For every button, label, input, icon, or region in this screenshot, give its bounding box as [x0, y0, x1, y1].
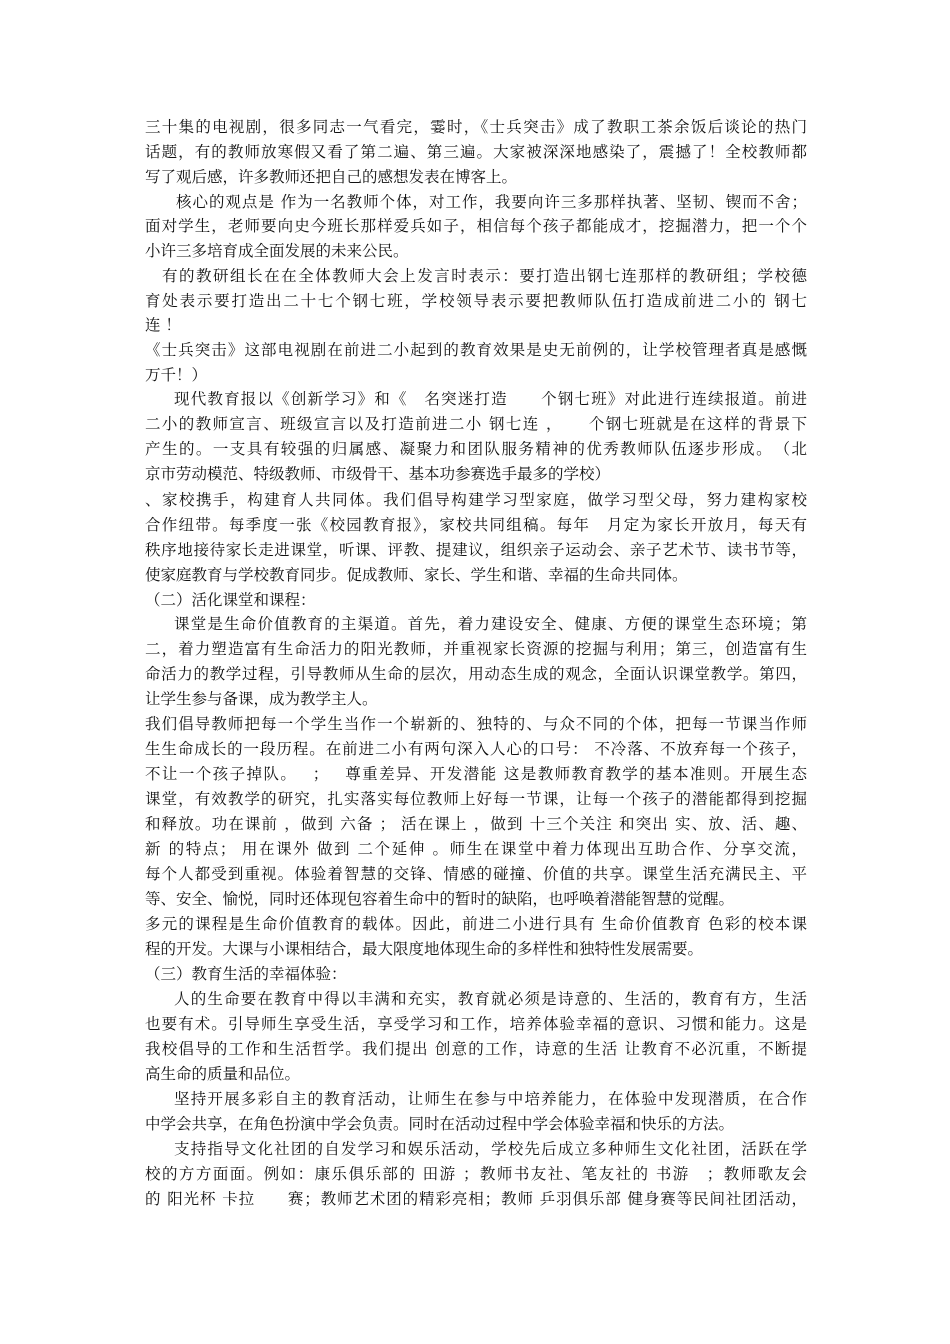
text-line: 话题，有的教师放寒假又看了第二遍、第三遍。大家被深深地感染了，震撼了！全校教师都: [145, 143, 807, 161]
text-line: 人的生命要在教育中得以丰满和充实，教育就必须是诗意的、生活的，教育有方，生活: [174, 990, 807, 1008]
text-line: 每个人都受到重视。体验着智慧的交锋、情感的碰撞、价值的共享。课堂生活充满民主、平: [145, 865, 807, 883]
text-line: 课堂，有效教学的研究，扎实落实每位教师上好每一节课，让每一个孩子的潜能都得到挖掘: [145, 790, 807, 808]
text-line: 中学会共享，在角色扮演中学会负责。同时在活动过程中学会体验幸福和快乐的方法。: [145, 1115, 735, 1133]
text-line: 和释放。功在课前 ，做到 六备 ； 活在课上 ，做到 十三个关注 和突出 实、放、活、趣、: [145, 815, 807, 833]
text-line: 、家校携手，构建育人共同体。我们倡导构建学习型家庭，做学习型父母，努力建构家校: [145, 491, 807, 509]
text-line: 育处表示要打造出二十七个钢七班，学校领导表示要把教师队伍打造成前进二小的 钢七: [145, 292, 807, 310]
text-line: 新 的特点； 用在课外 做到 二个延伸 。师生在课堂中着力体现出互助合作、分享交流，: [145, 840, 807, 858]
text-line: 让学生参与备课，成为教学主人。: [145, 690, 378, 708]
text-line: 高生命的质量和品位。: [145, 1065, 301, 1083]
text-line: 万千！）: [145, 366, 208, 384]
text-line: 京市劳动模范、特级教师、市级骨干、基本功参赛选手最多的学校）: [145, 465, 611, 483]
text-line: 生生命成长的一段历程。在前进二小有两句深入人心的口号： 不冷落、不放弃每一个孩子，: [145, 740, 807, 758]
section-heading: （二）活化课堂和课程：: [145, 591, 316, 609]
text-line: 坚持开展多彩自主的教育活动，让师生在参与中培养能力，在体验中发现潜质，在合作: [174, 1090, 807, 1108]
text-line: 课堂是生命价值教育的主渠道。首先，着力建设安全、健康、方便的课堂生态环境；第: [174, 615, 807, 633]
text-line: 秩序地接待家长走进课堂，听课、评教、提建议，组织亲子运动会、亲子艺术节、读书节等，: [145, 541, 807, 559]
text-line: 连 ！: [145, 316, 181, 334]
text-line: 使家庭教育与学校教育同步。促成教师、家长、学生和谐、幸福的生命共同体。: [145, 566, 688, 584]
text-line: 小许三多培育成全面发展的未来公民。: [145, 242, 409, 260]
text-line: 二，着力塑造富有生命活力的阳光教师，并重视家长资源的挖掘与利用；第三，创造富有生: [145, 640, 807, 658]
text-line: 《士兵突击》这部电视剧在前进二小起到的教育效果是史无前例的，让学校管理者真是感慨: [145, 341, 807, 359]
text-line: 程的开发。大课与小课相结合，最大限度地体现生命的多样性和独特性发展需要。: [145, 940, 704, 958]
text-line: 合作纽带。每季度一张《校园教育报》，家校共同组稿。每年 月定为家长开放月，每天有: [145, 516, 807, 534]
text-line: 不让一个孩子掉队。 ； 尊重差异、开发潜能 这是教师教育教学的基本准则。开展生态: [145, 765, 807, 783]
text-line: 写了观后感，许多教师还把自己的感想发表在博客上。: [145, 168, 518, 186]
section-heading: （三）教育生活的幸福体验：: [145, 965, 347, 983]
text-line: 校的方方面面。例如：康乐俱乐部的 田游 ；教师书友社、笔友社的 书游 ；教师歌友会: [145, 1165, 807, 1183]
text-line: 也要有术。引导师生享受生活，享受学习和工作，培养体验幸福的意识、习惯和能力。这是: [145, 1015, 807, 1033]
text-line: 多元的课程是生命价值教育的载体。因此，前进二小进行具有 生命价值教育 色彩的校本课: [145, 915, 807, 933]
text-line: 命活力的教学过程，引导教师从生命的层次，用动态生成的观念，全面认识课堂教学。第四，: [145, 665, 807, 683]
text-line: 核心的观点是 作为一名教师个体，对工作，我要向许三多那样执著、坚韧、锲而不舍；: [176, 193, 807, 211]
text-line: 我校倡导的工作和生活哲学。我们提出 创意的工作，诗意的生活 让教育不必沉重，不断提: [145, 1040, 807, 1058]
text-line: 产生的。一支具有较强的归属感、凝聚力和团队服务精神的优秀教师队伍逐步形成。 （北: [145, 440, 807, 458]
text-line: 有的教研组长在在全体教师大会上发言时表示：要打造出钢七连那样的教研组；学校德: [162, 267, 807, 285]
text-line: 面对学生，老师要向史今班长那样爱兵如子，相信每个孩子都能成才，挖掘潜力，把一个个: [145, 217, 807, 235]
text-line: 等、安全、愉悦，同时还体现包容着生命中的暂时的缺陷，也呼唤着潜能智慧的觉醒。: [145, 890, 735, 908]
text-line: 我们倡导教师把每一个学生当作一个崭新的、独特的、与众不同的个体，把每一节课当作师: [145, 715, 807, 733]
text-line: 二小的教师宣言、班级宣言以及打造前进二小 钢七连 ， 个钢七班就是在这样的背景下: [145, 415, 807, 433]
text-line: 的 阳光杯 卡拉 赛；教师艺术团的精彩亮相；教师 乒羽俱乐部 健身赛等民间社团活动，: [145, 1190, 807, 1208]
text-line: 支持指导文化社团的自发学习和娱乐活动，学校先后成立多种师生文化社团，活跃在学: [174, 1140, 807, 1158]
text-line: 现代教育报以《创新学习》和《 名突迷打造 个钢七班》对此进行连续报道。前进: [174, 390, 807, 408]
text-line: 三十集的电视剧，很多同志一气看完，霎时，《士兵突击》成了教职工茶余饭后谈论的热门: [145, 118, 807, 136]
